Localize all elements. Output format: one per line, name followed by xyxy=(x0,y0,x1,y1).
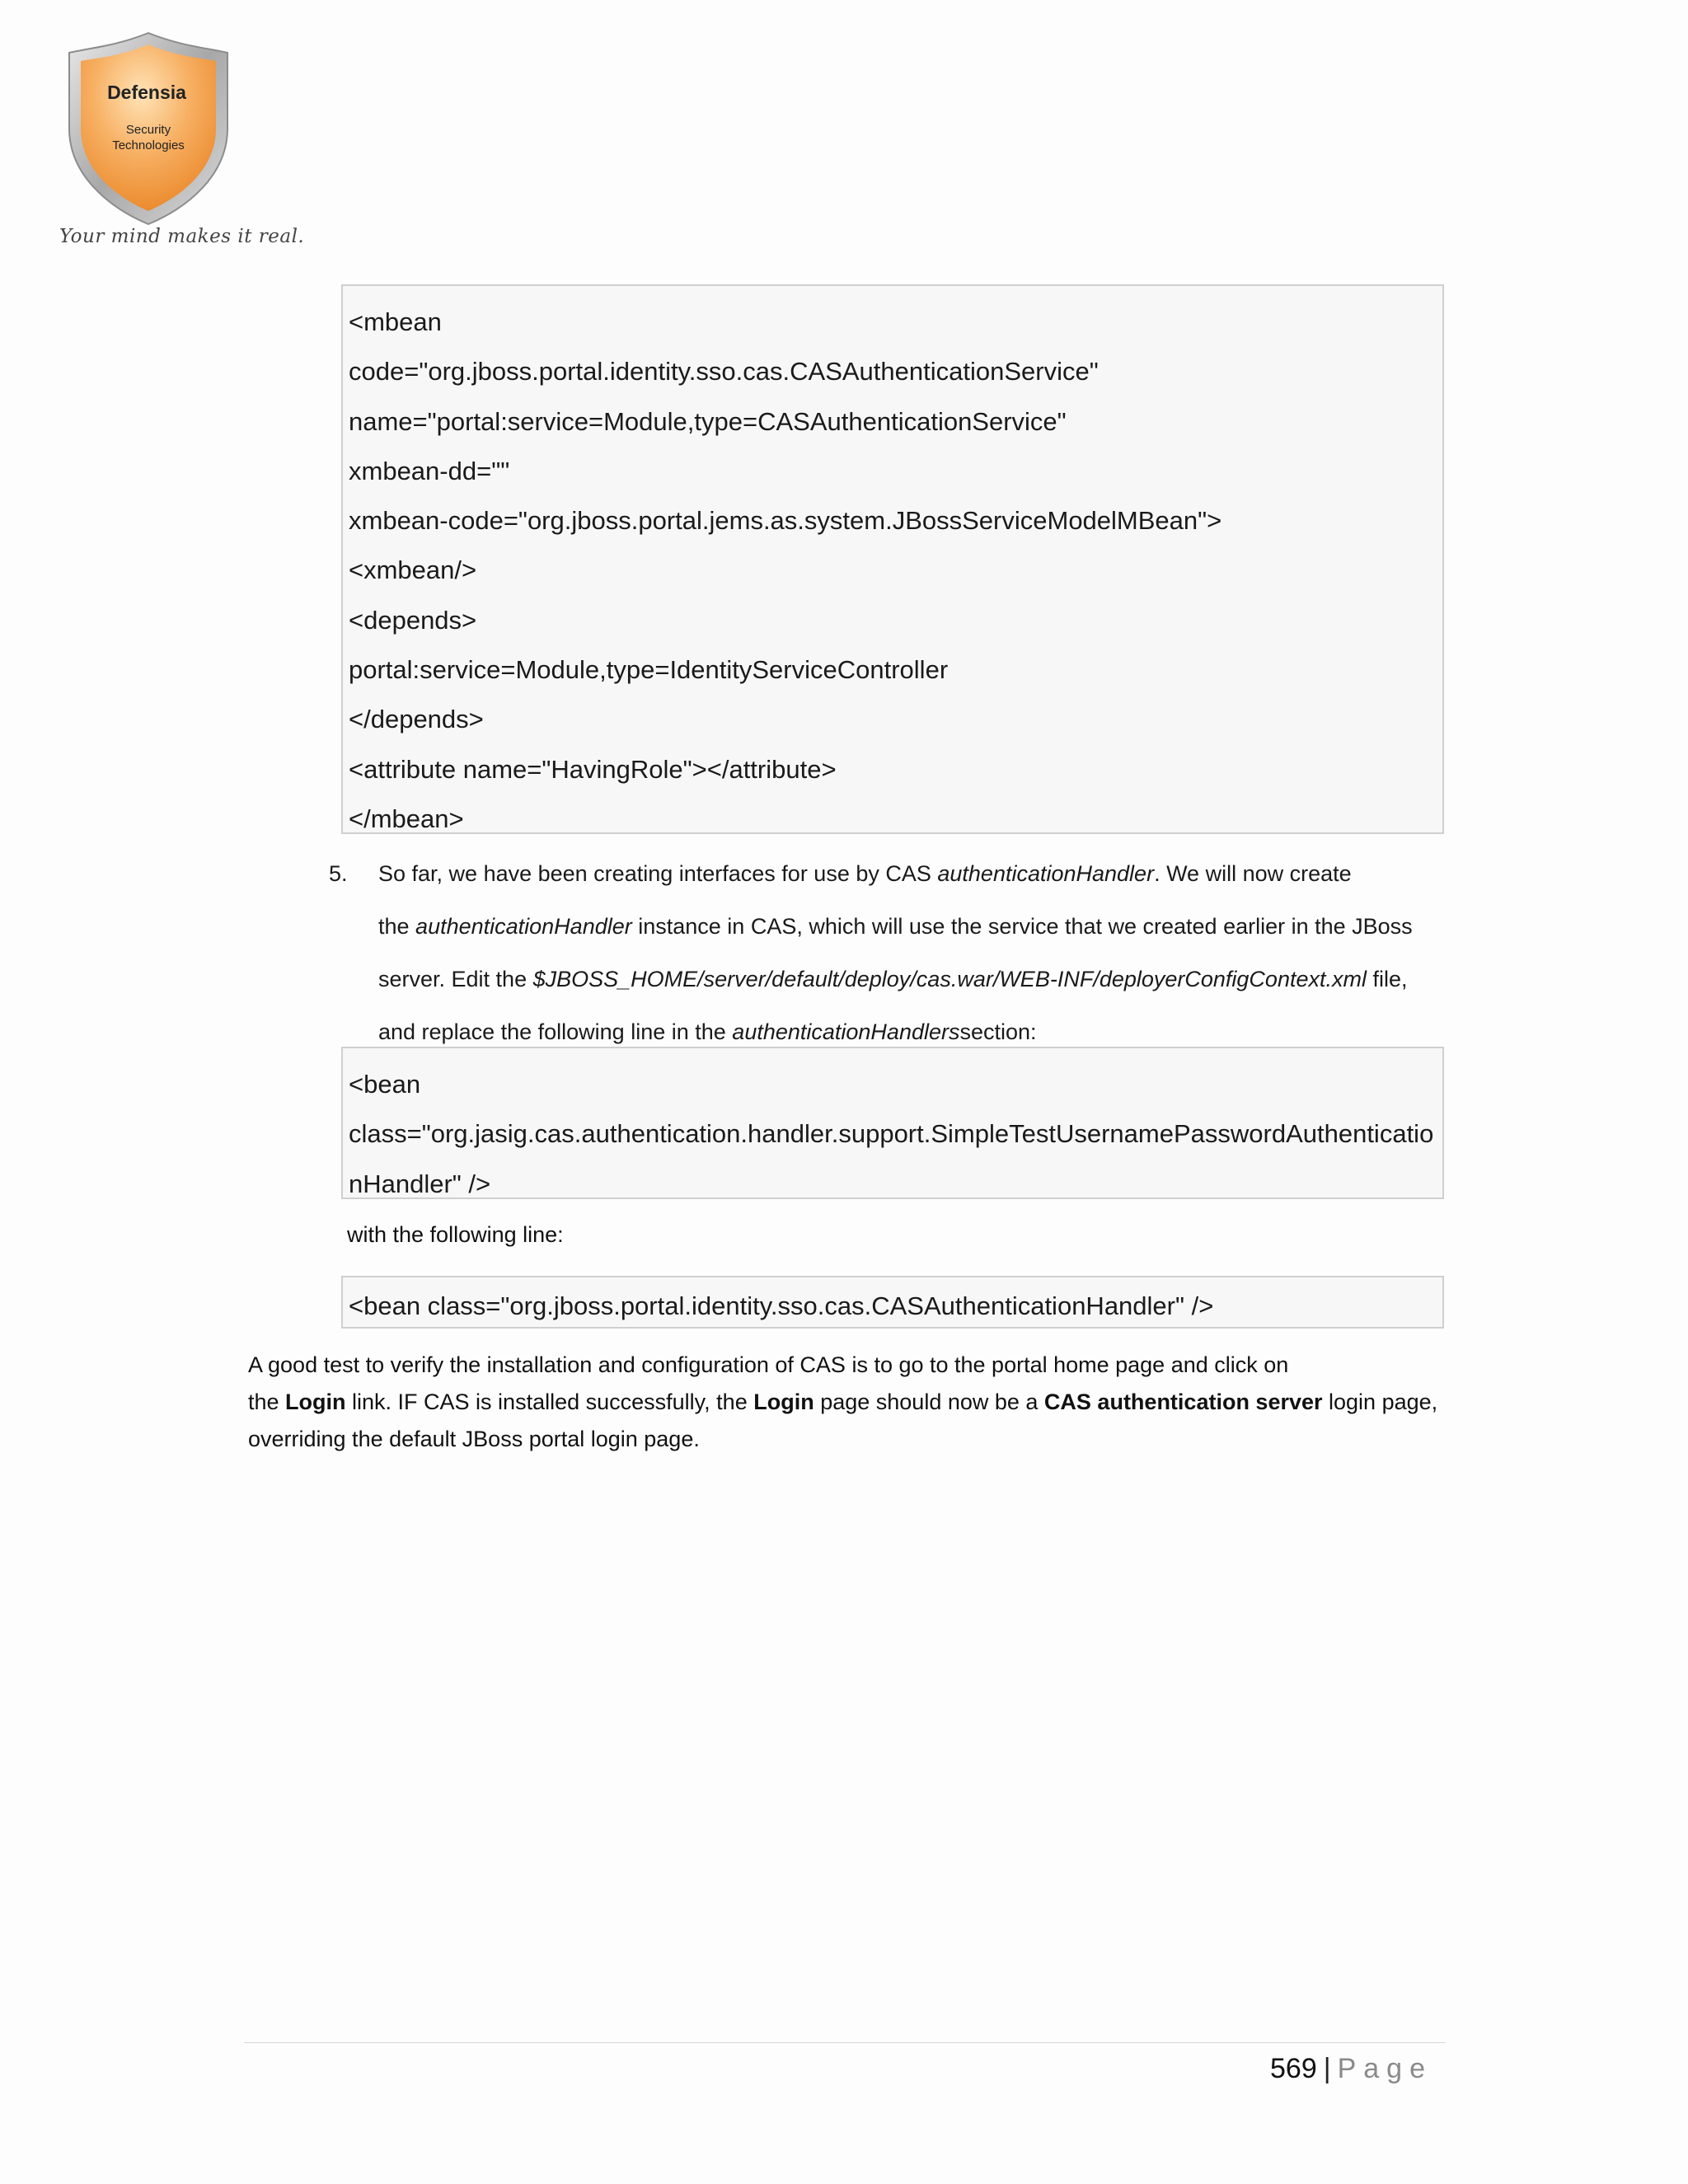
bold-term: Login xyxy=(753,1390,814,1414)
text-run: login page, xyxy=(1322,1390,1438,1414)
step-line xyxy=(378,847,1450,900)
code-line: portal:service=Module,type=IdentityServiceController xyxy=(349,655,949,685)
text-run: and replace the following line in the xyxy=(378,1019,733,1044)
code-line: <depends> xyxy=(349,605,477,635)
page-number xyxy=(1270,2044,1432,2093)
code-line: </depends> xyxy=(349,705,484,734)
text-run: section: xyxy=(959,1019,1037,1044)
step-line xyxy=(378,900,1450,953)
paragraph-line xyxy=(248,1384,1451,1421)
text-run: server. Edit the xyxy=(378,967,533,991)
paragraph-line: A good test to verify the installation and configuration of CAS is to go to the portal home page and click on xyxy=(248,1352,1289,1377)
page-label: Page xyxy=(1337,2053,1432,2084)
code-block-mbean xyxy=(341,284,1444,834)
svg-text:Security: Security xyxy=(125,123,171,137)
italic-term: authenticationHandler xyxy=(415,914,632,939)
footer-divider xyxy=(244,2042,1446,2043)
svg-text:Defensia: Defensia xyxy=(107,82,186,103)
italic-term: authenticationHandlers xyxy=(732,1019,960,1044)
code-line: code="org.jboss.portal.identity.sso.cas.CASAuthenticationService" xyxy=(349,357,1099,387)
step-line xyxy=(378,953,1450,1005)
code-line: <attribute name="HavingRole"></attribute> xyxy=(349,754,837,784)
text-run: So far, we have been creating interfaces for use by CAS xyxy=(378,861,938,886)
logo-tagline: Your mind makes it real. xyxy=(59,226,305,247)
text-run: the xyxy=(248,1390,286,1414)
code-line: <bean xyxy=(349,1070,421,1099)
text-run: . We will now create xyxy=(1154,861,1352,886)
list-number: 5. xyxy=(329,861,348,886)
code-line: xmbean-code="org.jboss.portal.jems.as.system.JBossServiceModelMBean"> xyxy=(349,506,1222,536)
code-block-old-bean xyxy=(341,1047,1444,1199)
code-line: <bean class="org.jboss.portal.identity.sso.cas.CASAuthenticationHandler" /> xyxy=(349,1291,1214,1320)
instruction-text: with the following line: xyxy=(347,1222,564,1247)
text-run: page should now be a xyxy=(814,1390,1044,1414)
code-line: </mbean> xyxy=(349,804,464,833)
bold-term: Login xyxy=(285,1390,346,1414)
code-line: class="org.jasig.cas.authentication.handler.support.SimpleTestUsernamePasswordAuthenticatio xyxy=(349,1119,1434,1149)
code-line: xmbean-dd="" xyxy=(349,456,510,485)
page-number-value: 569 xyxy=(1270,2053,1317,2084)
code-line: <xmbean/> xyxy=(349,555,477,585)
code-block-new-bean xyxy=(341,1276,1444,1329)
text-run: the xyxy=(378,914,416,939)
paragraph-line: overriding the default JBoss portal login page. xyxy=(248,1427,700,1451)
code-line: <mbean xyxy=(349,307,442,336)
text-run: link. IF CAS is installed successfully, the xyxy=(345,1390,754,1414)
italic-path: $JBOSS_HOME/server/default/deploy/cas.war/WEB-INF/deployerConfigContext.xml xyxy=(532,967,1367,991)
text-run: file, xyxy=(1366,967,1408,991)
shield-icon xyxy=(58,30,239,227)
italic-term: authenticationHandler xyxy=(937,861,1155,886)
code-line: name="portal:service=Module,type=CASAuthenticationService" xyxy=(349,406,1067,436)
step-text xyxy=(378,847,1450,1058)
text-run: instance in CAS, which will use the service that we created earlier in the JBoss xyxy=(631,914,1413,939)
svg-text:Technologies: Technologies xyxy=(112,138,185,152)
page-separator: | xyxy=(1323,2053,1331,2084)
body-paragraph xyxy=(248,1347,1451,1458)
code-line: nHandler" /> xyxy=(349,1169,491,1198)
bold-term: CAS authentication server xyxy=(1043,1390,1323,1414)
